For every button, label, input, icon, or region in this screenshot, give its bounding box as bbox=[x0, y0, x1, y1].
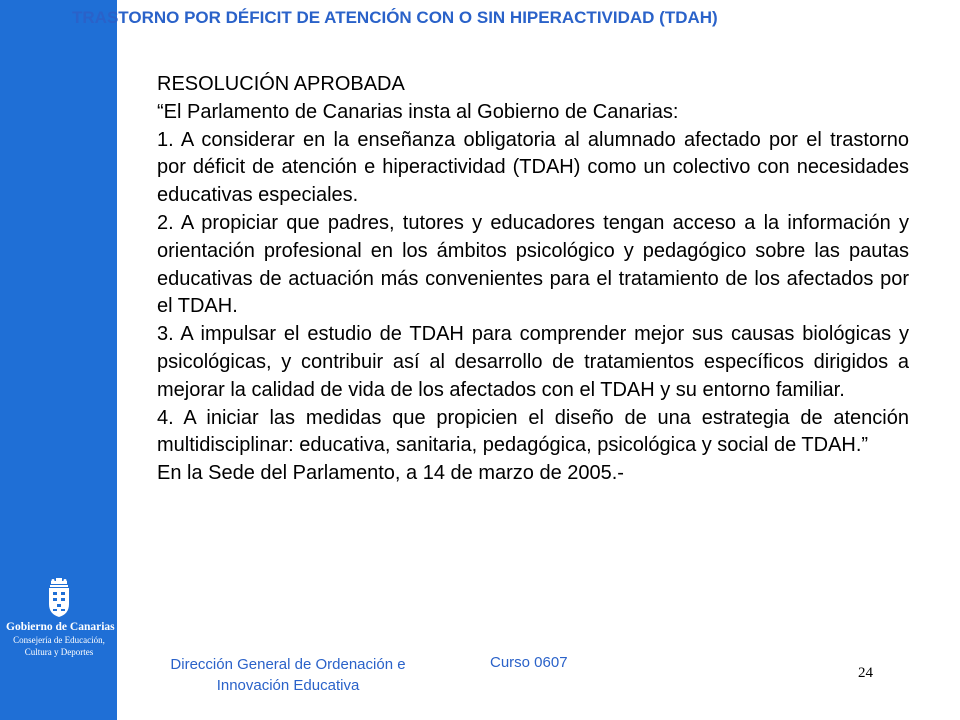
footer-department-line1: Dirección General de Ordenación e bbox=[170, 656, 406, 673]
resolution-text bbox=[157, 71, 909, 488]
government-logo bbox=[6, 578, 115, 688]
resolution-heading: RESOLUCIÓN APROBADA bbox=[157, 73, 405, 95]
resolution-intro: “El Parlamento de Canarias insta al Gobierno de Canarias: bbox=[157, 100, 679, 123]
footer-course: Curso 0607 bbox=[490, 654, 568, 671]
logo-subtitle-line1: Consejería de Educación, bbox=[13, 635, 105, 645]
resolution-item-2: 2. A propiciar que padres, tutores y educadores tengan acceso a la información y orientación profesional en los ámbitos psicológico y pedagógico sobre las pautas educativas de actuación más convenientes para el tratamiento de los afectados por el TDAH. bbox=[157, 211, 909, 318]
resolution-item-1: 1. A considerar en la enseñanza obligatoria al alumnado afectado por el trastorno por déficit de atención e hiperactividad (TDAH) como un colectivo con necesidades educativas especiales. bbox=[157, 128, 909, 207]
page-number: 24 bbox=[858, 665, 873, 681]
resolution-item-4: 4. A iniciar las medidas que propicien el diseño de una estrategia de atención multidisciplinar: educativa, sanitaria, pedagógica, psicológica y social de TDAH.” bbox=[157, 406, 909, 457]
coat-of-arms-icon bbox=[45, 578, 73, 618]
logo-name: Gobierno de Canarias bbox=[6, 621, 115, 633]
slide-title: TRASTORNO POR DÉFICIT DE ATENCIÓN CON O SIN HIPERACTIVIDAD (TDAH) bbox=[72, 8, 718, 27]
footer-department bbox=[128, 654, 448, 696]
footer-department-line2: Innovación Educativa bbox=[216, 677, 360, 694]
resolution-closing: En la Sede del Parlamento, a 14 de marzo de 2005.- bbox=[157, 462, 624, 485]
logo-subtitle-line2: Cultura y Deportes bbox=[24, 647, 94, 657]
resolution-item-3: 3. A impulsar el estudio de TDAH para comprender mejor sus causas biológicas y psicológicas, y contribuir así al desarrollo de tratamientos específicos dirigidos a mejorar la calidad de vida de los afectados con el TDAH y su entorno familiar. bbox=[157, 323, 909, 401]
